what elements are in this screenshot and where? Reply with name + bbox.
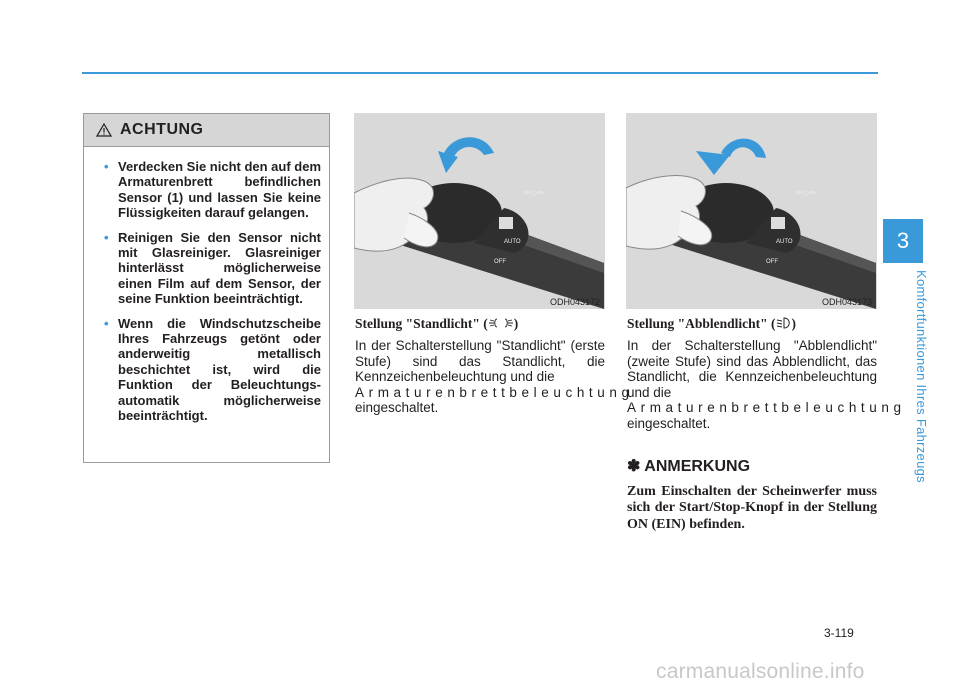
bullet-icon: •	[104, 315, 109, 331]
section-body: In der Schalterstellung "Standlicht" (erste Stufe) sind das Standlicht, die Kennzeichenbeleuchtung und die Armaturenbrettbeleuchtung eingeschaltet.	[355, 338, 634, 416]
figure-abblendlicht	[626, 113, 877, 309]
svg-text:⇐◇⇒: ⇐◇⇒	[796, 188, 816, 197]
warning-list	[84, 147, 329, 424]
warning-header	[84, 114, 329, 147]
section-body: In der Schalterstellung "Abblendlicht" (zweite Stufe) sind das Abblendlicht, das Standlicht, die Kennzeichenbeleuchtung und die Armaturenbrettbeleuchtung eingeschaltet.	[627, 338, 906, 431]
bullet-icon: •	[104, 229, 109, 245]
page-number: 3-119	[824, 626, 854, 640]
list-item: • Verdecken Sie nicht den auf dem Armaturenbrett befindlichen Sensor (1) und lassen Sie keine Flüssigkeiten darauf gelangen.	[104, 159, 322, 221]
chapter-label: Komfortfunktionen Ihres Fahrzeugs	[914, 270, 929, 483]
bullet-icon: •	[104, 159, 109, 174]
light-switch-illustration	[354, 113, 605, 309]
top-rule	[82, 72, 878, 74]
light-switch-illustration	[626, 113, 877, 309]
list-item: • Wenn die Windschutzscheibe Ihres Fahrzeugs getönt oder anderweitig metallisch beschichtet ist, wird die Funktion der Beleuchtungs-automatik möglicherweise beeinträchtigt.	[104, 315, 321, 424]
warning-title: ACHTUNG	[120, 121, 204, 138]
svg-text:AUTO: AUTO	[776, 239, 793, 245]
figure-standlicht	[354, 113, 605, 309]
chapter-tab: 3	[883, 219, 923, 263]
note-body: Zum Einschalten der Scheinwerfer muss sich der Start/Stop-Knopf in der Stellung ON (EIN) befinden.	[627, 483, 877, 532]
svg-text:⇐◇⇒: ⇐◇⇒	[524, 188, 544, 197]
section-standlicht	[355, 316, 634, 416]
figure-code: ODH043173	[821, 297, 872, 307]
svg-text:AUTO: AUTO	[504, 239, 521, 245]
section-heading: Stellung "Abblendlicht" ( )	[627, 316, 797, 331]
section-abblendlicht	[627, 316, 906, 533]
low-beam-icon	[776, 317, 792, 329]
warning-triangle-icon	[96, 123, 112, 137]
watermark: carmanualsonline.info	[656, 660, 865, 683]
warning-box	[83, 113, 330, 463]
section-heading: Stellung "Standlicht" ( )	[355, 316, 519, 331]
figure-code: ODH043172	[549, 297, 600, 307]
parking-light-icon	[488, 317, 514, 329]
svg-text:OFF: OFF	[494, 259, 506, 265]
svg-text:OFF: OFF	[766, 259, 778, 265]
list-item: • Reinigen Sie den Sensor nicht mit Glasreiniger. Glasreiniger hinterlässt möglicherweise einen Film auf dem Sensor, der seine Funktion beeinträchtigt.	[104, 229, 321, 307]
note-title: ✽ ANMERKUNG	[627, 457, 751, 475]
